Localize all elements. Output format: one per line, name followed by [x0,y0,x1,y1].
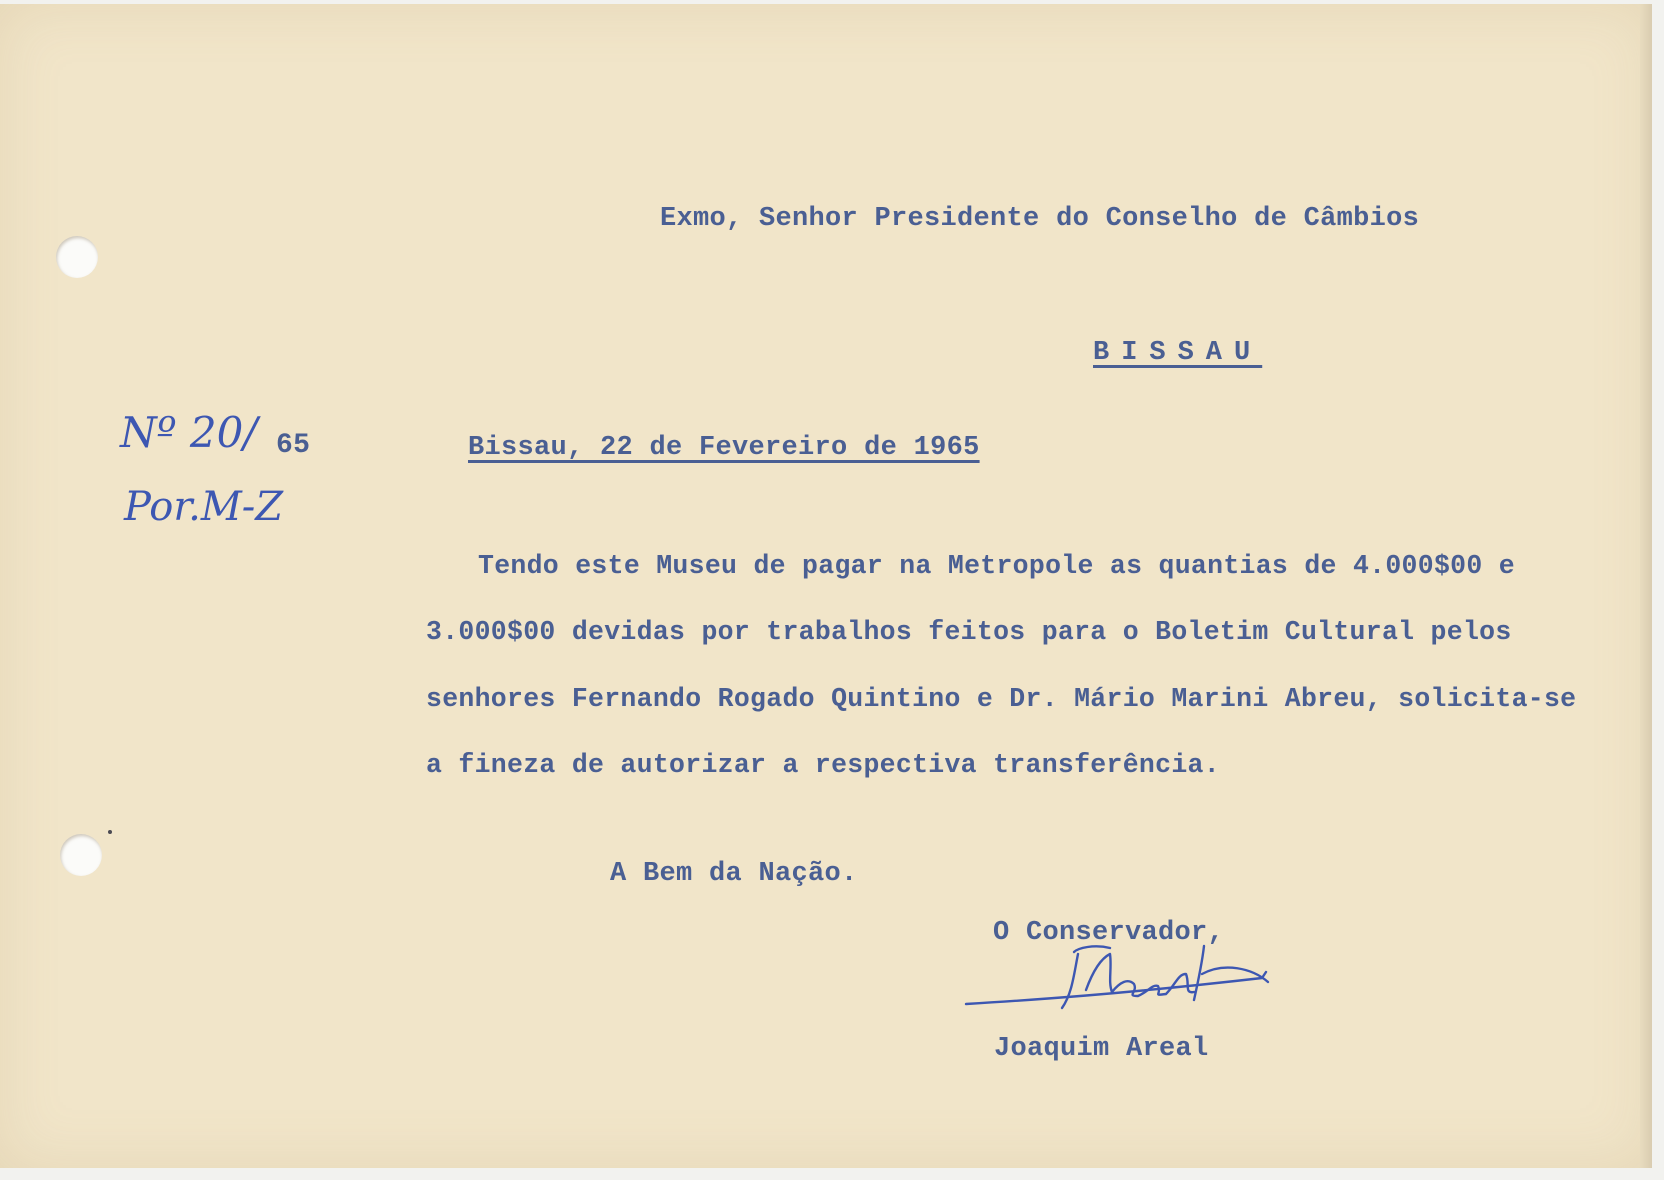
body-line-3: senhores Fernando Rogado Quintino e Dr. Mário Marini Abreu, solicita-se [426,684,1577,714]
handwritten-signature [962,934,1278,1020]
body-line-1: Tendo este Museu de pagar na Metropole as quantias de 4.000$00 e [478,551,1515,581]
addressee-line: Exmo, Senhor Presidente do Conselho de Câmbios [660,204,1420,234]
punch-hole-top [56,236,98,278]
letter-sheet [0,4,1652,1168]
date-line: Bissau, 22 de Fevereiro de 1965 [468,433,980,463]
reference-year: 65 [276,430,311,461]
punch-hole-bottom [60,834,102,876]
body-line-4: a fineza de autorizar a respectiva transferência. [426,750,1220,780]
reference-number [120,408,257,457]
reference-note-handwritten: Por.M-Z [124,484,284,530]
reference-number-handwritten: Nº 20/ [120,408,258,457]
signer-title: O Conservador, [993,918,1225,948]
city-heading: BISSAU [1093,338,1263,368]
closing-line: A Bem da Nação. [610,859,858,889]
body-line-2: 3.000$00 devidas por trabalhos feitos para o Boletim Cultural pelos [426,617,1512,647]
signer-name: Joaquim Areal [994,1034,1209,1064]
ink-speck [108,830,112,834]
paper-edge [1640,4,1652,1168]
